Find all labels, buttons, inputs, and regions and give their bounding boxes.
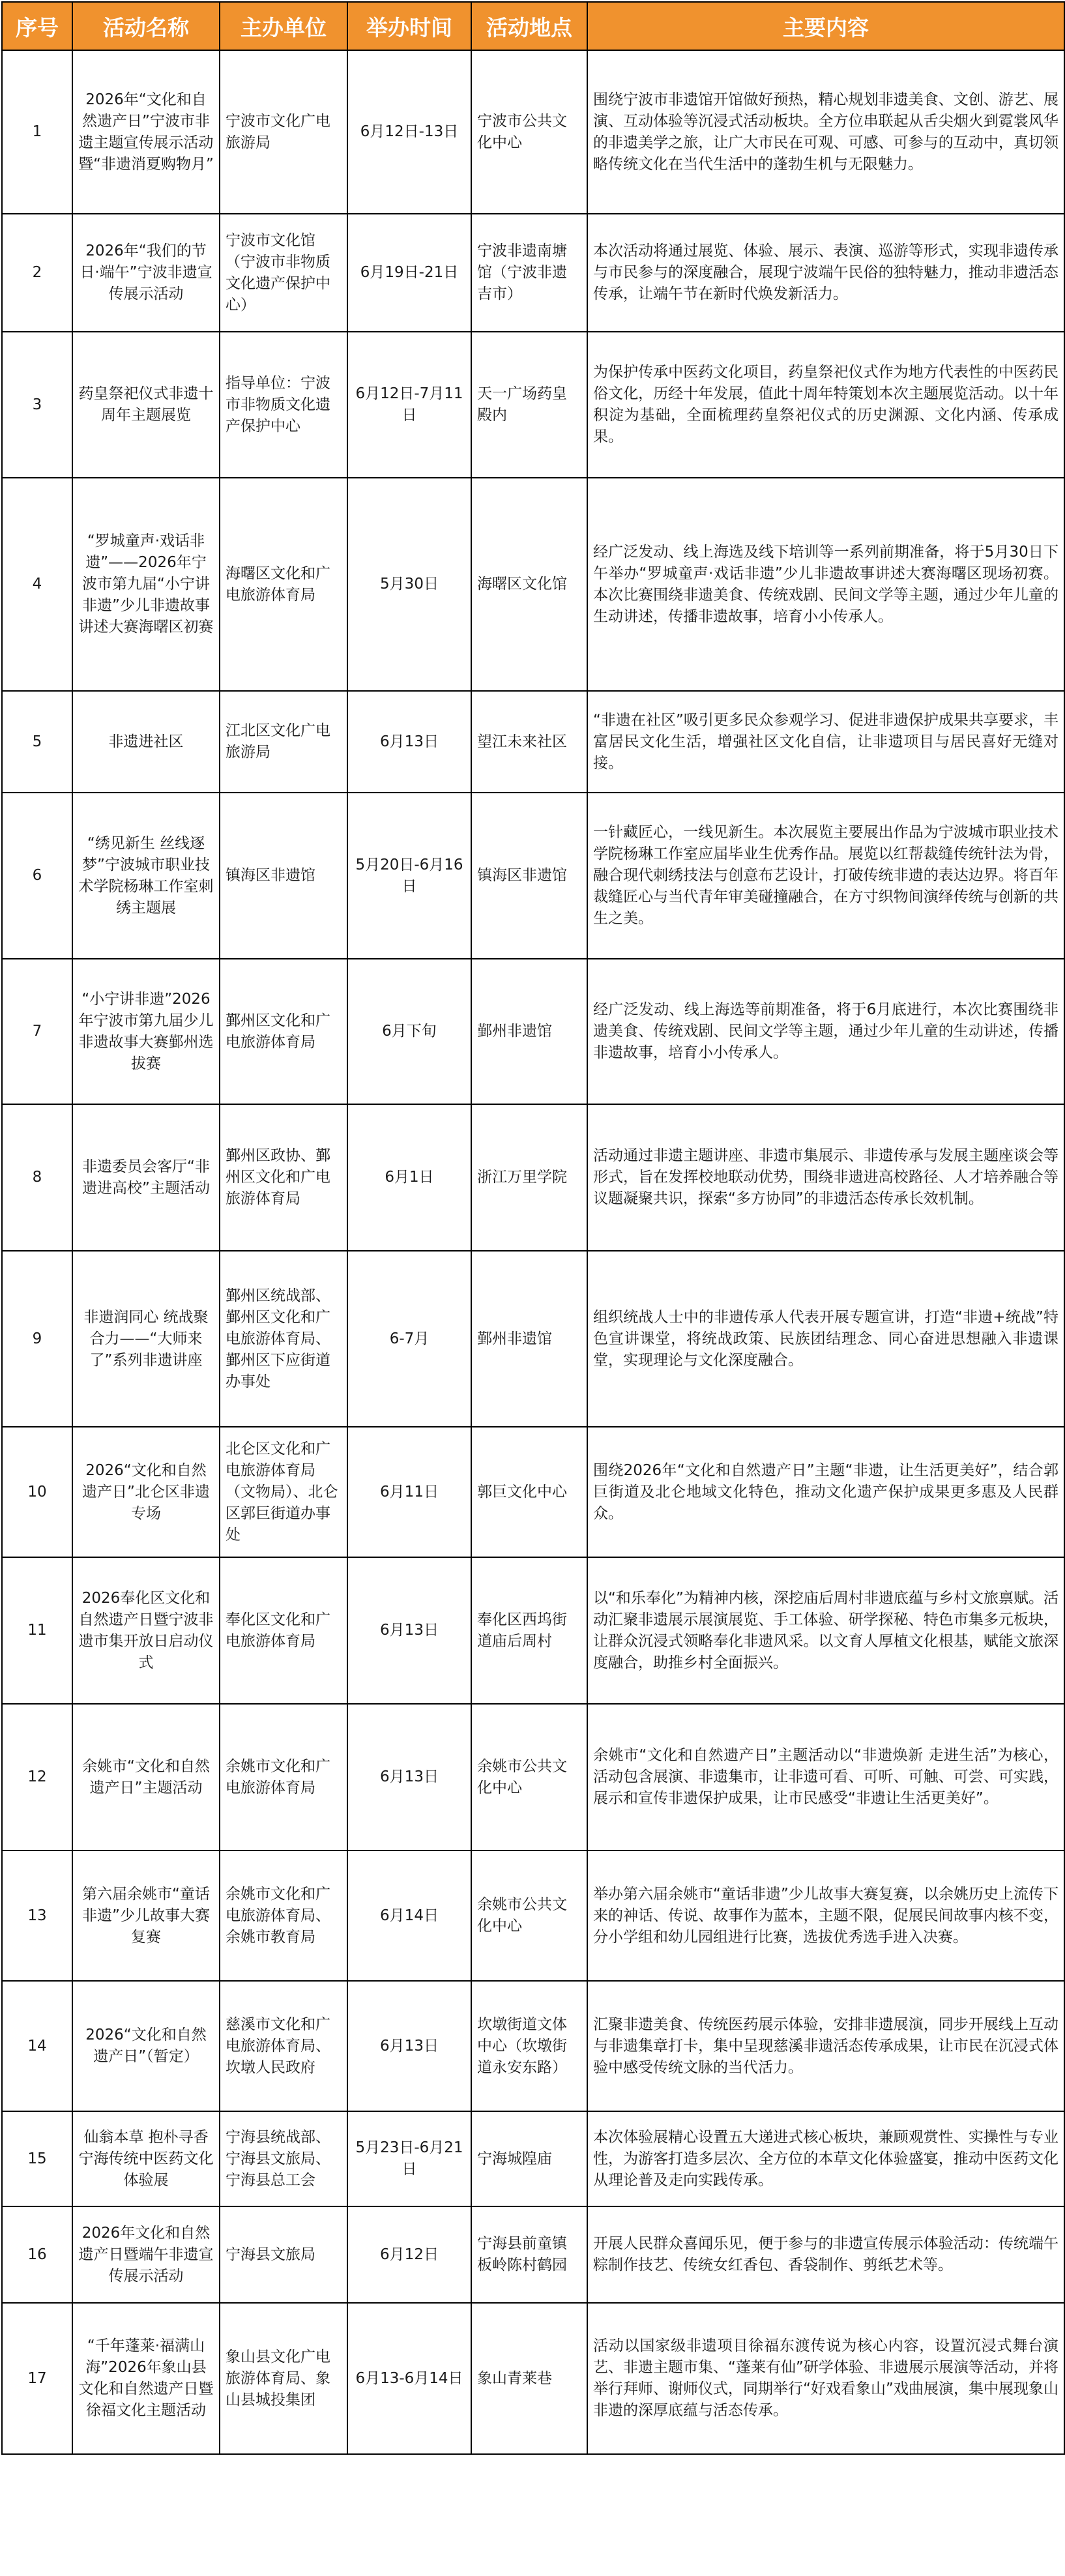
cell-place: 奉化区西坞街道庙后周村 xyxy=(471,1557,587,1704)
cell-activity-name: 第六届余姚市“童话非遗”少儿故事大赛复赛 xyxy=(72,1851,220,1981)
cell-time: 6月13日 xyxy=(347,1981,471,2111)
cell-place: 郭巨文化中心 xyxy=(471,1427,587,1557)
cell-activity-name: 余姚市“文化和自然遗产日”主题活动 xyxy=(72,1704,220,1851)
cell-host: 鄞州区统战部、鄞州区文化和广电旅游体育局、鄞州区下应街道办事处 xyxy=(220,1251,347,1427)
cell-activity-name: “罗城童声·戏话非遗”——2026年宁波市第九届“小宁讲非遗”少儿非遗故事讲述大赛海曙区初赛 xyxy=(72,478,220,691)
cell-no: 14 xyxy=(2,1981,72,2111)
cell-host: 鄞州区文化和广电旅游体育局 xyxy=(220,959,347,1104)
cell-activity-name: 2026年文化和自然遗产日暨端午非遗宣传展示活动 xyxy=(72,2206,220,2303)
cell-activity-name: 非遗进社区 xyxy=(72,691,220,793)
cell-no: 5 xyxy=(2,691,72,793)
cell-time: 5月30日 xyxy=(347,478,471,691)
cell-no: 8 xyxy=(2,1104,72,1251)
cell-no: 11 xyxy=(2,1557,72,1704)
cell-place: 宁海城隍庙 xyxy=(471,2111,587,2206)
cell-activity-name: 2026“文化和自然遗产日”北仑区非遗专场 xyxy=(72,1427,220,1557)
cell-time: 6月12日 xyxy=(347,2206,471,2303)
table-row xyxy=(2,1557,1064,1704)
cell-time: 6月13-6月14日 xyxy=(347,2303,471,2454)
cell-host: 宁海县文旅局 xyxy=(220,2206,347,2303)
table-row xyxy=(2,1851,1064,1981)
cell-time: 6月13日 xyxy=(347,691,471,793)
cell-activity-name: 2026年“我们的节日·端午”宁波非遗宣传展示活动 xyxy=(72,214,220,332)
table-row xyxy=(2,793,1064,959)
header-time: 举办时间 xyxy=(347,2,471,50)
table-row xyxy=(2,1704,1064,1851)
cell-place: 天一广场药皇殿内 xyxy=(471,332,587,478)
cell-time: 5月23日-6月21日 xyxy=(347,2111,471,2206)
cell-no: 7 xyxy=(2,959,72,1104)
table-row xyxy=(2,478,1064,691)
cell-time: 6月11日 xyxy=(347,1427,471,1557)
cell-activity-name: 2026“文化和自然遗产日”（暂定） xyxy=(72,1981,220,2111)
cell-content: 汇聚非遗美食、传统医药展示体验，安排非遗展演，同步开展线上互动与非遗集章打卡，集中呈现慈溪非遗活态传承成果，让市民在沉浸式体验中感受传统文脉的当代活力。 xyxy=(587,1981,1064,2111)
cell-time: 6月14日 xyxy=(347,1851,471,1981)
cell-content: 组织统战人士中的非遗传承人代表开展专题宣讲，打造“非遗+统战”特色宣讲课堂，将统战政策、民族团结理念、同心奋进思想融入非遗课堂，实现理论与文化深度融合。 xyxy=(587,1251,1064,1427)
cell-no: 12 xyxy=(2,1704,72,1851)
cell-time: 6-7月 xyxy=(347,1251,471,1427)
cell-content: 围绕2026年“文化和自然遗产日”主题“非遗，让生活更美好”，结合郭巨街道及北仑地域文化特色，推动文化遗产保护成果更多惠及人民群众。 xyxy=(587,1427,1064,1557)
cell-no: 6 xyxy=(2,793,72,959)
cell-content: 举办第六届余姚市“童话非遗”少儿故事大赛复赛，以余姚历史上流传下来的神话、传说、故事作为蓝本，主题不限，促展民间故事内核不变，分小学组和幼儿园组进行比赛，选拔优秀选手进入决赛。 xyxy=(587,1851,1064,1981)
table-row xyxy=(2,1427,1064,1557)
cell-place: 镇海区非遗馆 xyxy=(471,793,587,959)
cell-host: 象山县文化广电旅游体育局、象山县城投集团 xyxy=(220,2303,347,2454)
cell-host: 余姚市文化和广电旅游体育局 xyxy=(220,1704,347,1851)
cell-activity-name: 药皇祭祀仪式非遗十周年主题展览 xyxy=(72,332,220,478)
cell-time: 6月12日-7月11日 xyxy=(347,332,471,478)
cell-content: 余姚市“文化和自然遗产日”主题活动以“非遗焕新 走进生活”为核心，活动包含展演、非遗集市，让非遗可看、可听、可触、可尝、可实践，展示和宣传非遗保护成果，让市民感受“非遗让生活更美好”。 xyxy=(587,1704,1064,1851)
table-row xyxy=(2,1104,1064,1251)
cell-place: 望江未来社区 xyxy=(471,691,587,793)
cell-host: 宁波市文化广电旅游局 xyxy=(220,50,347,214)
cell-activity-name: 2026奉化区文化和自然遗产日暨宁波非遗市集开放日启动仪式 xyxy=(72,1557,220,1704)
cell-content: 经广泛发动、线上海选等前期准备，将于6月底进行，本次比赛围绕非遗美食、传统戏剧、民间文学等主题，通过少年儿童的生动讲述，传播非遗故事，培育小小传承人。 xyxy=(587,959,1064,1104)
table-header xyxy=(2,2,1064,50)
cell-place: 坎墩街道文体中心（坎墩街道永安东路） xyxy=(471,1981,587,2111)
cell-no: 13 xyxy=(2,1851,72,1981)
cell-place: 鄞州非遗馆 xyxy=(471,959,587,1104)
cell-time: 6月1日 xyxy=(347,1104,471,1251)
cell-place: 宁海县前童镇板岭陈村鹤园 xyxy=(471,2206,587,2303)
cell-content: 活动以国家级非遗项目徐福东渡传说为核心内容，设置沉浸式舞台演艺、非遗主题市集、“蓬莱有仙”研学体验、非遗展示展演等活动，并将举行拜师、谢师仪式，同期举行“好戏看象山”戏曲展演，集中展现象山非遗的深厚底蕴与活态传承。 xyxy=(587,2303,1064,2454)
cell-no: 10 xyxy=(2,1427,72,1557)
cell-no: 9 xyxy=(2,1251,72,1427)
table-row xyxy=(2,1981,1064,2111)
header-content: 主要内容 xyxy=(587,2,1064,50)
cell-content: 本次活动将通过展览、体验、展示、表演、巡游等形式，实现非遗传承与市民参与的深度融合，展现宁波端午民俗的独特魅力，推动非遗活态传承，让端午节在新时代焕发新活力。 xyxy=(587,214,1064,332)
cell-content: “非遗在社区”吸引更多民众参观学习、促进非遗保护成果共享要求，丰富居民文化生活，增强社区文化自信，让非遗项目与居民喜好无缝对接。 xyxy=(587,691,1064,793)
cell-no: 4 xyxy=(2,478,72,691)
cell-host: 慈溪市文化和广电旅游体育局、坎墩人民政府 xyxy=(220,1981,347,2111)
table-row xyxy=(2,691,1064,793)
table-body xyxy=(2,50,1064,2454)
cell-host: 宁海县统战部、宁海县文旅局、宁海县总工会 xyxy=(220,2111,347,2206)
cell-time: 6月19日-21日 xyxy=(347,214,471,332)
table-row xyxy=(2,2206,1064,2303)
cell-time: 6月13日 xyxy=(347,1704,471,1851)
table-row xyxy=(2,2303,1064,2454)
cell-place: 余姚市公共文化中心 xyxy=(471,1704,587,1851)
header-place: 活动地点 xyxy=(471,2,587,50)
cell-content: 活动通过非遗主题讲座、非遗市集展示、非遗传承与发展主题座谈会等形式，旨在发挥校地联动优势，围绕非遗进高校路径、人才培养融合等议题凝聚共识，探索“多方协同”的非遗活态传承长效机制。 xyxy=(587,1104,1064,1251)
cell-host: 江北区文化广电旅游局 xyxy=(220,691,347,793)
cell-time: 6月12日-13日 xyxy=(347,50,471,214)
header-name: 活动名称 xyxy=(72,2,220,50)
cell-place: 浙江万里学院 xyxy=(471,1104,587,1251)
cell-content: 经广泛发动、线上海选及线下培训等一系列前期准备，将于5月30日下午举办“罗城童声·戏话非遗”少儿非遗故事讲述大赛海曙区现场初赛。本次比赛围绕非遗美食、传统戏剧、民间文学等主题，通过少年儿童的生动讲述，传播非遗故事，培育小小传承人。 xyxy=(587,478,1064,691)
cell-activity-name: “绣见新生 丝线逐梦”宁波城市职业技术学院杨琳工作室刺绣主题展 xyxy=(72,793,220,959)
cell-host: 鄞州区政协、鄞州区文化和广电旅游体育局 xyxy=(220,1104,347,1251)
table-row xyxy=(2,2111,1064,2206)
cell-host: 奉化区文化和广电旅游体育局 xyxy=(220,1557,347,1704)
header-no: 序号 xyxy=(2,2,72,50)
cell-no: 15 xyxy=(2,2111,72,2206)
cell-no: 2 xyxy=(2,214,72,332)
cell-activity-name: “小宁讲非遗”2026年宁波市第九届少儿非遗故事大赛鄞州选拔赛 xyxy=(72,959,220,1104)
cell-place: 宁波非遗南塘馆（宁波非遗吉市） xyxy=(471,214,587,332)
cell-time: 6月下旬 xyxy=(347,959,471,1104)
cell-host: 宁波市文化馆（宁波市非物质文化遗产保护中心） xyxy=(220,214,347,332)
cell-content: 本次体验展精心设置五大递进式核心板块，兼顾观赏性、实操性与专业性，为游客打造多层次、全方位的本草文化体验盛宴，推动中医药文化从理论普及走向实践传承。 xyxy=(587,2111,1064,2206)
cell-activity-name: 仙翁本草 抱朴寻香 宁海传统中医药文化体验展 xyxy=(72,2111,220,2206)
cell-content: 围绕宁波市非遗馆开馆做好预热，精心规划非遗美食、文创、游艺、展演、互动体验等沉浸式活动板块。全方位串联起从舌尖烟火到霓裳风华的非遗美学之旅，让广大市民在可观、可感、可参与的互动中，真切领略传统文化在当代生活中的蓬勃生机与无限魅力。 xyxy=(587,50,1064,214)
cell-no: 1 xyxy=(2,50,72,214)
table-row xyxy=(2,959,1064,1104)
cell-content: 一针藏匠心，一线见新生。本次展览主要展出作品为宁波城市职业技术学院杨琳工作室应届毕业生优秀作品。展览以红帮裁缝传统针法为骨，融合现代刺绣技法与创意布艺设计，打破传统非遗的表达边界。将百年裁缝匠心与当代青年审美碰撞融合，在方寸织物间演绎传统与创新的共生之美。 xyxy=(587,793,1064,959)
cell-content: 为保护传承中医药文化项目，药皇祭祀仪式作为地方代表性的中医药民俗文化，历经十年发展，值此十周年特策划本次主题展览活动。以十年积淀为基础，全面梳理药皇祭祀仪式的历史渊源、文化内涵、传承成果。 xyxy=(587,332,1064,478)
cell-place: 余姚市公共文化中心 xyxy=(471,1851,587,1981)
activity-table xyxy=(1,1,1065,2455)
cell-host: 余姚市文化和广电旅游体育局、余姚市教育局 xyxy=(220,1851,347,1981)
cell-host: 指导单位：宁波市非物质文化遗产保护中心 xyxy=(220,332,347,478)
table-row xyxy=(2,214,1064,332)
table-row xyxy=(2,50,1064,214)
table-row xyxy=(2,332,1064,478)
cell-content: 以“和乐奉化”为精神内核，深挖庙后周村非遗底蕴与乡村文旅禀赋。活动汇聚非遗展示展演展览、手工体验、研学探秘、特色市集多元板块，让群众沉浸式领略奉化非遗风采。以文育人厚植文化根基，赋能文旅深度融合，助推乡村全面振兴。 xyxy=(587,1557,1064,1704)
cell-place: 象山青莱巷 xyxy=(471,2303,587,2454)
cell-host: 北仑区文化和广电旅游体育局（文物局）、北仑区郭巨街道办事处 xyxy=(220,1427,347,1557)
cell-no: 17 xyxy=(2,2303,72,2454)
header-row xyxy=(2,2,1064,50)
cell-place: 鄞州非遗馆 xyxy=(471,1251,587,1427)
cell-activity-name: 2026年“文化和自然遗产日”宁波市非遗主题宣传展示活动暨“非遗消夏购物月” xyxy=(72,50,220,214)
cell-host: 镇海区非遗馆 xyxy=(220,793,347,959)
table-row xyxy=(2,1251,1064,1427)
cell-no: 16 xyxy=(2,2206,72,2303)
cell-activity-name: 非遗委员会客厅“非遗进高校”主题活动 xyxy=(72,1104,220,1251)
cell-content: 开展人民群众喜闻乐见，便于参与的非遗宣传展示体验活动：传统端午粽制作技艺、传统女红香包、香袋制作、剪纸艺术等。 xyxy=(587,2206,1064,2303)
header-host: 主办单位 xyxy=(220,2,347,50)
cell-activity-name: 非遗润同心 统战聚合力——“大师来了”系列非遗讲座 xyxy=(72,1251,220,1427)
cell-host: 海曙区文化和广电旅游体育局 xyxy=(220,478,347,691)
cell-activity-name: “千年蓬莱·福满山海”2026年象山县文化和自然遗产日暨徐福文化主题活动 xyxy=(72,2303,220,2454)
cell-place: 宁波市公共文化中心 xyxy=(471,50,587,214)
cell-place: 海曙区文化馆 xyxy=(471,478,587,691)
cell-time: 5月20日-6月16日 xyxy=(347,793,471,959)
cell-no: 3 xyxy=(2,332,72,478)
cell-time: 6月13日 xyxy=(347,1557,471,1704)
